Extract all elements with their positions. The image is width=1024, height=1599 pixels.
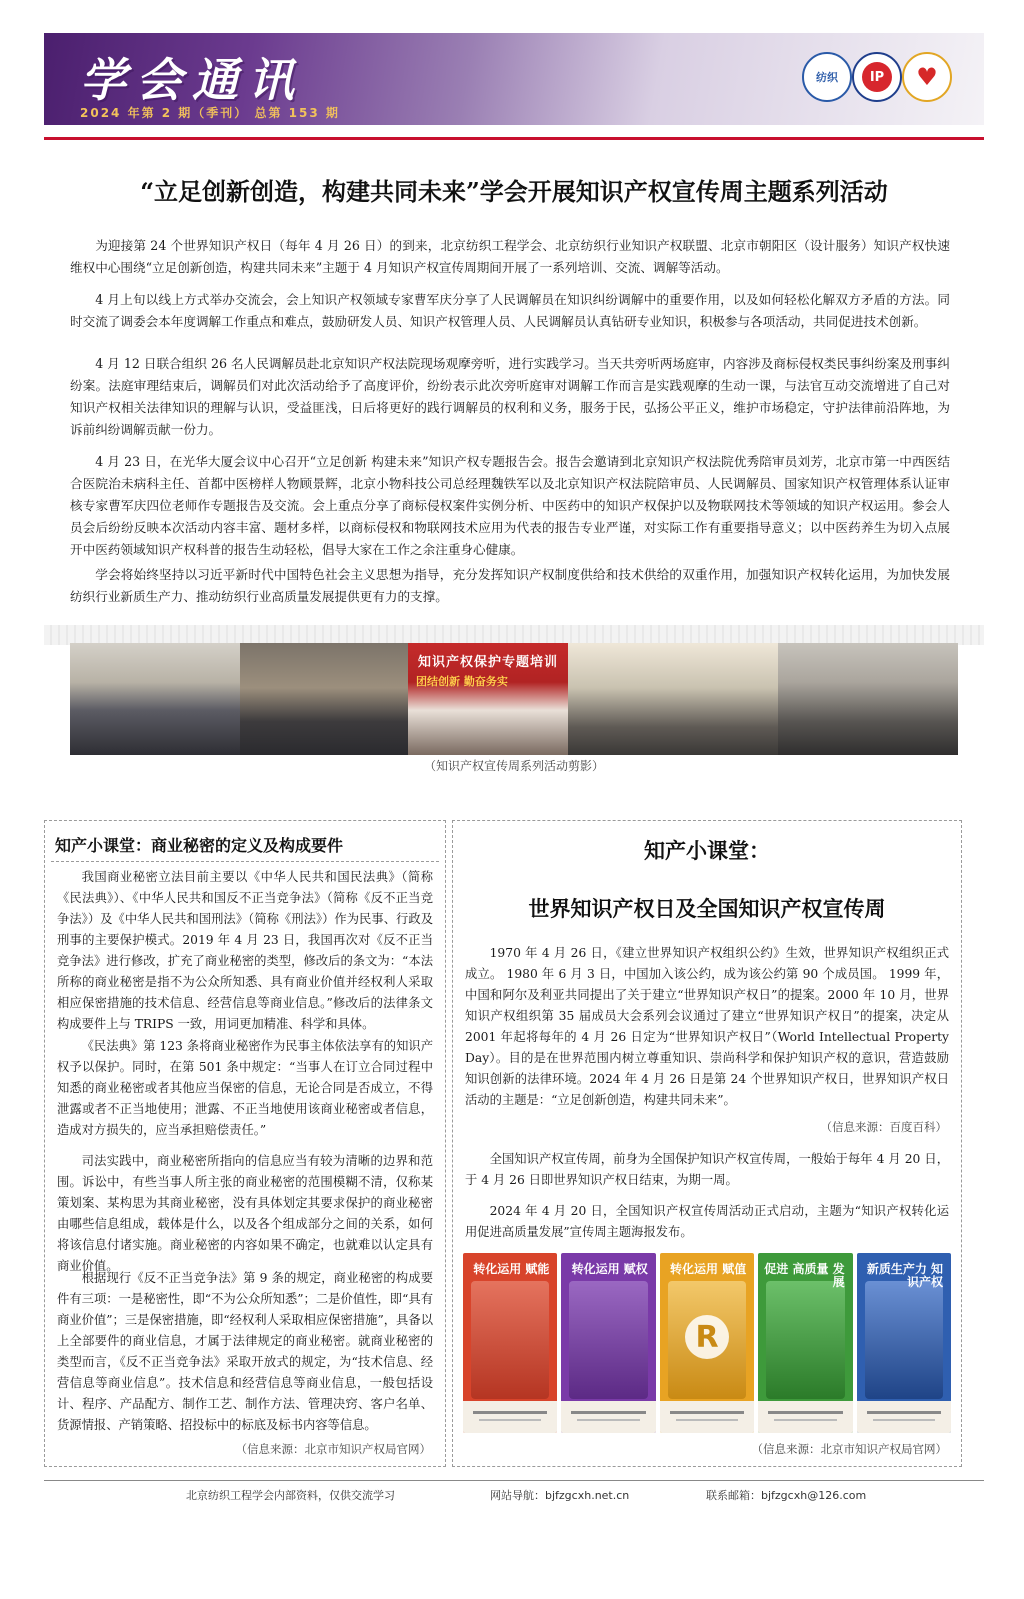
registered-mark-icon: R xyxy=(685,1315,729,1359)
textile-logo-text: 纺织 xyxy=(816,71,838,84)
photo-band xyxy=(44,625,984,645)
footer-website-link[interactable]: 网站导航：bjfzgcxh.net.cn xyxy=(490,1489,630,1502)
article-headline: “立足创新创造，构建共同未来”学会开展知识产权宣传周主题系列活动 xyxy=(140,177,888,206)
poster-title: 新质生产力 知识产权 xyxy=(866,1262,944,1289)
poster-row xyxy=(463,1253,951,1433)
training-banner-subtext: 团结创新 勤奋务实 xyxy=(416,675,508,688)
activity-photo-strip xyxy=(70,643,958,755)
masthead-divider xyxy=(44,137,984,140)
ip-logo-text: IP xyxy=(862,62,892,92)
article-paragraph: 学会将始终坚持以习近平新时代中国特色社会主义思想为指导，充分发挥知识产权制度供给和技术供给的双重作用，加强知识产权转化运用，为加快发展纺织行业新质生产力、推动纺织行业高质量发展提供更有力的支撑。 xyxy=(70,567,950,604)
article-paragraph: 4 月 23 日，在光华大厦会议中心召开“立足创新 构建未来”知识产权专题报告会。报告会邀请到北京知识产权法院优秀陪审员刘芳，北京市第一中西医结合医院治未病科主任、首都中医榜样人物顾景辉，北京小物科技公司总经理魏铁军以及北京知识产权法院陪审员、人民调解员、国家知识产权管理体系认证审核专家曹军庆四位老师作专题报告及交流。会上重点分享了商标侵权案件实例分析、中医药中的知识产权保护以及物联网技术等领域的知识产权运用。参会人员会后纷纷反映本次活动内容丰富、题材多样，以商标侵权和物联网技术应用为代表的报告专业严谨，对实际工作有重要指导意义；以中医药养生为切入点展开中医药领域知识产权科普的报告生动轻松，倡导大家在工作之余注重身心健康。 xyxy=(70,454,950,557)
ip-day-source: （信息来源：百度百科） xyxy=(820,1120,947,1134)
poster-green xyxy=(758,1253,852,1433)
poster-purple xyxy=(561,1253,655,1433)
ip-day-paragraph: 2024 年 4 月 20 日，全国知识产权宣传周活动正式启动，主题为“知识产权转化运用促进高质量发展”宣传周主题海报发布。 xyxy=(465,1204,949,1239)
article-paragraph: 4 月上旬以线上方式举办交流会，会上知识产权领域专家曹军庆分享了人民调解员在知识纠纷调解中的重要作用，以及如何轻松化解双方矛盾的方法。同时交流了调委会本年度调解工作重点和难点，鼓励研发人员、知识产权管理人员、人民调解员认真钻研专业知识，积极参与各项活动，共同促进技术创新。 xyxy=(70,292,950,329)
ip-day-paragraph: 1970 年 4 月 26 日，《建立世界知识产权组织公约》生效，世界知识产权组织正式成立。 1980 年 6 月 3 日，中国加入该公约，成为该公约第 90 个成员国。 1999 年，中国和阿尔及利亚共同提出了关于建立“世界知识产权日”的提案。2000 年 10 月，世界知识产权组织第 35 届成员大会系列会议通过了建立“世界知识产权日”的提案，决定从 2001 年起将每年的 4 月 26 日定为“世界知识产权日”（World Intellectual Property Day）。目的是在世界范围内树立尊重知识、崇尚科学和保护知识产权的意识，营造鼓励知识创新的法律环境。2024 年 4 月 26 日是第 24 个世界知识产权日，世界知识产权日活动的主题是：“立足创新创造，构建共同未来”。 xyxy=(465,946,949,1107)
trade-secret-box xyxy=(44,820,446,1467)
photo-caption: （知识产权宣传周系列活动剪影） xyxy=(423,759,604,773)
trade-secret-paragraph: 《民法典》第 123 条将商业秘密作为民事主体依法享有的知识产权予以保护。同时，在第 501 条中规定：“当事人在订立合同过程中知悉的商业秘密或者其他应当保密的信息，无论合同是否成立，不得泄露或者不正当地使用；泄露、不正当地使用该商业秘密或者信息，造成对方损失的，应当承担赔偿责任。” xyxy=(57,1039,433,1137)
training-banner-text: 知识产权保护专题培训 xyxy=(418,655,559,670)
footer-note: 北京纺织工程学会内部资料，仅供交流学习 xyxy=(186,1489,395,1502)
meeting-photo xyxy=(778,643,958,755)
trade-secret-paragraph: 根据现行《反不正当竞争法》第 9 条的规定，商业秘密的构成要件有三项：一是秘密性，即“不为公众所知悉”；二是价值性，即“具有商业价值”；三是保密措施，即“经权利人采取相应保密措施”，具备以上全部要件的商业信息，才属于法律规定的商业秘密。就商业秘密的类型而言，《反不正当竞争法》采取开放式的规定，为“技术信息、经营信息等商业信息”。技术信息和经营信息等商业信息，一般包括设计、程序、产品配方、制作工艺、制作方法、管理决窍、客户名单、货源情报、产销策略、招投标中的标底及标书内容等信息。 xyxy=(57,1271,433,1432)
masthead-issue: 2024 年第 2 期（季刊） 总第 153 期 xyxy=(80,106,340,120)
masthead-title: 学会通讯 xyxy=(80,53,304,107)
heart-icon: ♥ xyxy=(916,63,938,91)
article-paragraph: 4 月 12 日联合组织 26 名人民调解员赴北京知识产权法院现场观摩旁听，进行实践学习。当天共旁听两场庭审，内容涉及商标侵权类民事纠纷案及刑事纠纷案。法庭审理结束后，调解员们对此次活动给予了高度评价，纷纷表示此次旁听庭审对调解工作而言是实践观摩的生动一课，与法官互动交流增进了自己对知识产权相关法律知识的理解与认识，受益匪浅，日后将更好的践行调解员的权利和义务，服务于民，弘扬公平正义，维护市场稳定，守护法律前沿阵地，为诉前纠纷调解贡献一份力。 xyxy=(70,356,950,437)
seminar-hall-photo xyxy=(568,643,778,755)
poster-yellow xyxy=(660,1253,754,1433)
ip-alliance-logo xyxy=(852,52,902,102)
box-title-divider xyxy=(51,861,439,863)
poster-title: 转化运用 赋值 xyxy=(670,1262,747,1276)
footer-email-link[interactable]: 联系邮箱：bjfzgcxh@126.com xyxy=(706,1489,867,1502)
poster-red xyxy=(463,1253,557,1433)
trade-secret-paragraph: 司法实践中，商业秘密所指向的信息应当有较为清晰的边界和范围。诉讼中，有些当事人所主张的商业秘密的范围模糊不清，仅称某策划案、某构思为其商业秘密，没有具体划定其要求保护的商业秘密由哪些信息组成，载体是什么，以及各个组成部分之间的关系，如何将该信息付诸实施。商业秘密的内容如果不确定，也就难以认定具有商业价值。 xyxy=(57,1154,433,1273)
court-visit-photo xyxy=(240,643,408,755)
training-banner-photo xyxy=(408,643,568,755)
poster-blue xyxy=(857,1253,951,1433)
poster-title: 转化运用 赋权 xyxy=(571,1262,648,1276)
article-paragraph: 为迎接第 24 个世界知识产权日（每年 4 月 26 日）的到来，北京纺织工程学会、北京纺织行业知识产权联盟、北京市朝阳区（设计服务）知识产权快速维权中心围绕“立足创新创造，构建共同未来”主题于 4 月知识产权宣传周期间开展了一系列培训、交流、调解等活动。 xyxy=(70,238,950,275)
poster-title: 促进 高质量 发展 xyxy=(764,1262,845,1289)
poster-title: 转化运用 赋能 xyxy=(473,1262,550,1276)
mediation-logo xyxy=(902,52,952,102)
ip-day-title-2: 世界知识产权日及全国知识产权宣传周 xyxy=(528,896,886,921)
ip-day-title-1: 知产小课堂： xyxy=(644,838,770,863)
ip-day-box xyxy=(452,820,962,1467)
ip-day-paragraph: 全国知识产权宣传周，前身为全国保护知识产权宣传周，一般始于每年 4 月 20 日，于 4 月 26 日即世界知识产权日结束，为期一周。 xyxy=(465,1152,949,1187)
poster-source: （信息来源：北京市知识产权局官网） xyxy=(751,1442,947,1456)
group-photo xyxy=(70,643,240,755)
trade-secret-source: （信息来源：北京市知识产权局官网） xyxy=(235,1442,431,1456)
trade-secret-title: 知产小课堂：商业秘密的定义及构成要件 xyxy=(55,836,344,855)
footer-divider xyxy=(44,1480,984,1481)
trade-secret-paragraph: 我国商业秘密立法目前主要以《中华人民共和国民法典》（简称《民法典》）、《中华人民共和国反不正当竞争法》（简称《反不正当竞争法》）及《中华人民共和国刑法》（简称《刑法》）作为民事、行政及刑事的主要保护模式。2019 年 4 月 23 日，我国再次对《反不正当竞争法》进行修改，扩充了商业秘密的类型，修改后的条文为：“本法所称的商业秘密是指不为公众所知悉、具有商业价值并经权利人采取相应保密措施的技术信息、经营信息等商业信息。”修改后的法律条文构成要件上与 TRIPS 一致，用词更加精准、科学和具体。 xyxy=(57,870,433,1031)
textile-society-logo xyxy=(802,52,852,102)
